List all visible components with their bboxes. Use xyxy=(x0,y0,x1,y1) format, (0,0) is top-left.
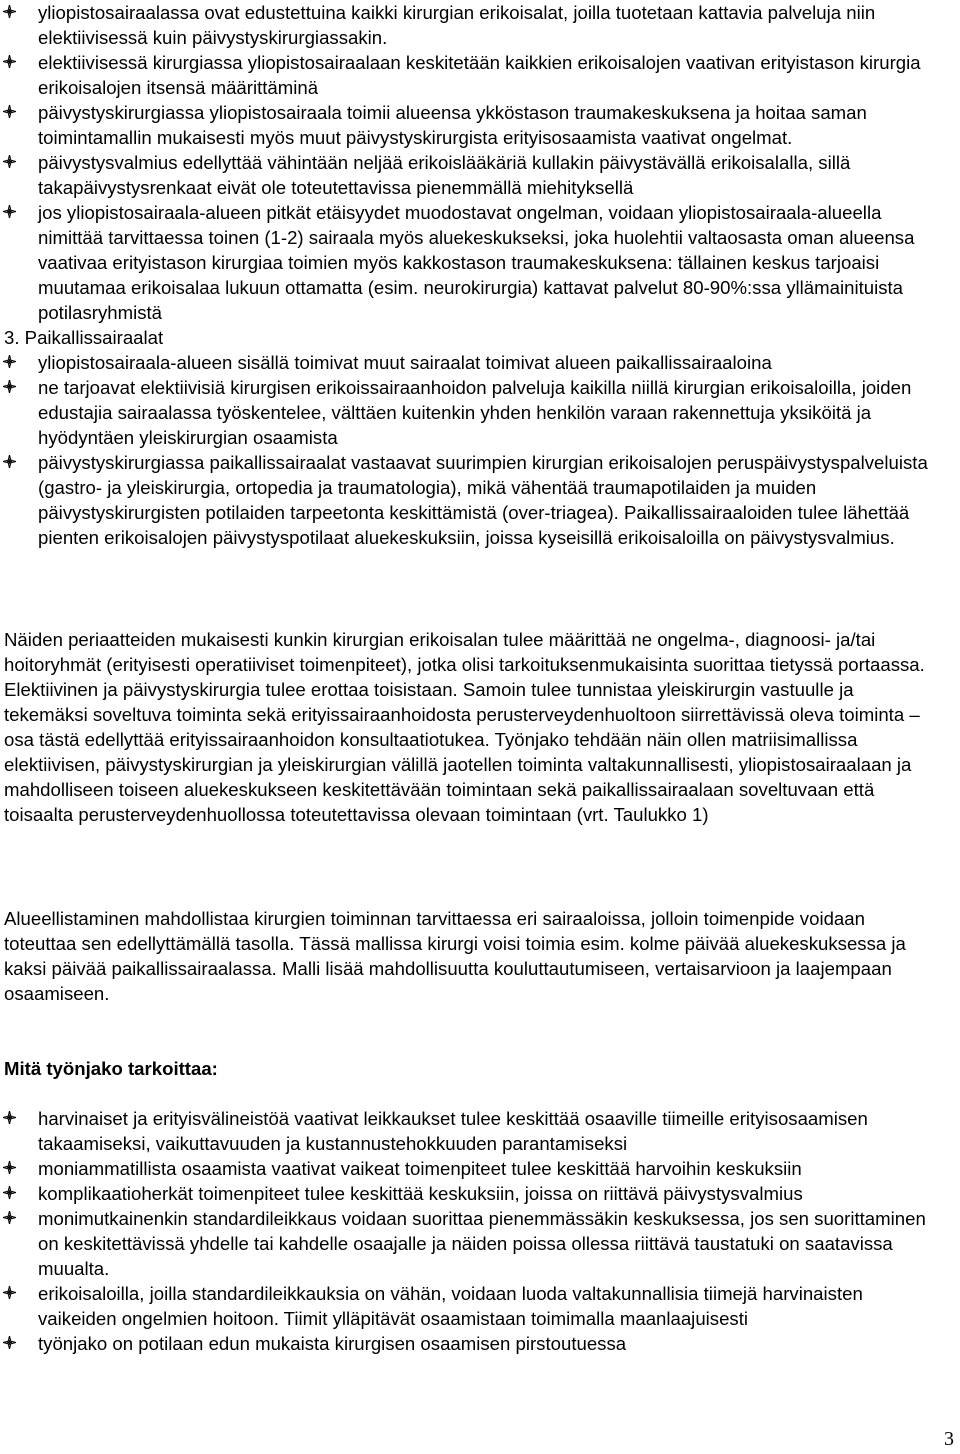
list-item-text: päivystyskirurgiassa paikallissairaalat vastaavat suurimpien kirurgian erikoisalojen peruspäivystyspalveluista (gastro- ja yleiskirurgia, ortopedia ja traumatologia), mikä vähentää traumapotilaiden ja muiden päivystyskirurgisten potilaiden tarpeetonta keskittämistä (over-triagea). Paikallissairaaloiden tulee lähettää pienten erikoisalojen päivystyspotilaat aluekeskuksiin, joissa kyseisillä erikoisaloilla on päivystysvalmius. xyxy=(38,452,928,548)
list-item-text: päivystysvalmius edellyttää vähintään neljää erikoislääkäriä kullakin päivystävällä erikoisalalla, sillä takapäivystysrenkaat eivät ole toteutettavissa pienemmällä miehityksellä xyxy=(38,152,851,198)
body-paragraph: Näiden periaatteiden mukaisesti kunkin kirurgian erikoisalan tulee määrittää ne ongelma-, diagnoosi- ja/tai hoitoryhmät (erityisesti operatiiviset toimenpiteet), jotka olisi tarkoituksenmukaisinta suorittaa tietyssä portaassa. Elektiivinen ja päivystyskirurgia tulee erottaa toisistaan. Samoin tulee tunnistaa yleiskirurgin vastuulle ja tekemäksi soveltuva toiminta sekä erityissairaanhoidosta perusterveydenhuoltoon siirrettävissä oleva toiminta – osa tästä edellyttää erityissairaanhoidon konsultaatiotukea. Työnjako tehdään näin ollen matriisimallissa elektiivisen, päivystyskirurgian ja yleiskirurgian välillä jaotellen toiminta valtakunnallisesti, yliopistosairaalaan ja mahdolliseen toiseen aluekeskukseen keskitettävään toimintaan sekä paikallissairaalaan soveltuvaan että toisaalta perusterveydenhuollossa toteutettavissa olevaan toimintaan (vrt. Taulukko 1) xyxy=(4,629,925,825)
list-item xyxy=(0,1181,950,1206)
list-item-text: jos yliopistosairaala-alueen pitkät etäisyydet muodostavat ongelman, voidaan yliopistosairaala-alueella nimittää tarvittaessa toinen (1-2) sairaala myös aluekeskukseksi, joka huolehtii valtaosasta oman alueensa vaativaa erityistason kirurgiaa toimien myös kakkostason traumakeskuksena: tällainen keskus tarjoaisi muutamaa erikoisalaa lukuun ottamatta (esim. neurokirurgia) kattavat palvelut 80-90%:ssa yllämainituista potilasryhmistä xyxy=(38,202,915,323)
diamond-bullet-icon xyxy=(3,1336,16,1349)
section-heading-paikallissairaalat: 3. Paikallissairaalat xyxy=(4,327,164,348)
diamond-bullet-icon xyxy=(3,1161,16,1174)
body-paragraph: Alueellistaminen mahdollistaa kirurgien toiminnan tarvittaessa eri sairaaloissa, jolloin toimenpide voidaan toteuttaa sen edellyttämällä tasolla. Tässä mallissa kirurgi voisi toimia esim. kolme päivää aluekeskuksessa ja kaksi päivää paikallissairaalassa. Malli lisää mahdollisuutta kouluttautumiseen, vertaisarvioon ja laajempaan osaamiseen. xyxy=(4,908,906,1004)
list-item xyxy=(0,1206,950,1281)
bullet-list-paikallissairaalat xyxy=(0,350,950,550)
diamond-bullet-icon xyxy=(3,5,16,18)
list-item xyxy=(0,0,950,50)
list-item-text: erikoisaloilla, joilla standardileikkauksia on vähän, voidaan luoda valtakunnallisia tiimejä harvinaisten vaikeiden ongelmien hoitoon. Tiimit ylläpitävät osaamistaan toimimalla maanlaajuisesti xyxy=(38,1283,863,1329)
list-item-text: elektiivisessä kirurgiassa yliopistosairaalaan keskitetään kaikkien erikoisalojen vaativan erityistason kirurgia erikoisalojen itsensä määrittäminä xyxy=(38,52,921,98)
list-item-text: yliopistosairaala-alueen sisällä toimivat muut sairaalat toimivat alueen paikallissairaaloina xyxy=(38,352,772,373)
diamond-bullet-icon xyxy=(3,1286,16,1299)
diamond-bullet-icon xyxy=(3,105,16,118)
list-item xyxy=(0,100,950,150)
section-bottom xyxy=(0,1106,950,1356)
section-heading-mita-tyonjako: Mitä työnjako tarkoittaa: xyxy=(4,1058,218,1079)
list-item-text: ne tarjoavat elektiivisiä kirurgisen erikoissairaanhoidon palveluja kaikilla niillä kirurgian erikoisaloilla, joiden edustajia sairaalassa työskentelee, välttäen kuitenkin yhden henkilön varaan rakennettuja yksiköitä ja hyödyntäen yleiskirurgian osaamista xyxy=(38,377,912,448)
list-item xyxy=(0,375,950,450)
page-number: 3 xyxy=(944,1428,954,1450)
bullet-list-tyonjako xyxy=(0,1106,950,1356)
paragraph-block-2 xyxy=(0,906,950,1006)
list-item xyxy=(0,450,950,550)
list-item xyxy=(0,350,950,375)
diamond-bullet-icon xyxy=(3,155,16,168)
list-item xyxy=(0,50,950,100)
list-item xyxy=(0,200,950,325)
list-item xyxy=(0,1331,950,1356)
list-item-text: moniammatillista osaamista vaativat vaikeat toimenpiteet tulee keskittää harvoihin keskuksiin xyxy=(38,1158,802,1179)
diamond-bullet-icon xyxy=(3,1111,16,1124)
paragraph-block-1 xyxy=(0,627,950,827)
list-item-text: päivystyskirurgiassa yliopistosairaala toimii alueensa ykköstason traumakeskuksena ja hoitaa saman toimintamallin mukaisesti myös muut päivystyskirurgista erityisosaamista vaativat ongelmat. xyxy=(38,102,867,148)
list-item-text: yliopistosairaalassa ovat edustettuina kaikki kirurgian erikoisalat, joilla tuotetaan kattavia palveluja niin elektiivisessä kuin päivystyskirurgiassakin. xyxy=(38,2,876,48)
diamond-bullet-icon xyxy=(3,1186,16,1199)
bullet-list-top xyxy=(0,0,950,325)
diamond-bullet-icon xyxy=(3,55,16,68)
list-item xyxy=(0,1281,950,1331)
list-item-text: komplikaatioherkät toimenpiteet tulee keskittää keskuksiin, joissa on riittävä päivystysvalmius xyxy=(38,1183,803,1204)
section-top xyxy=(0,0,950,550)
diamond-bullet-icon xyxy=(3,380,16,393)
diamond-bullet-icon xyxy=(3,1211,16,1224)
list-item-text: monimutkainenkin standardileikkaus voidaan suorittaa pienemmässäkin keskuksessa, jos sen suorittaminen on keskitettävissä yhdelle tai kahdelle osaajalle ja näiden poissa ollessa riittävä taustatuki on saatavissa muualta. xyxy=(38,1208,926,1279)
list-item-text: harvinaiset ja erityisvälineistöä vaativat leikkaukset tulee keskittää osaaville tiimeille erityisosaamisen takaamiseksi, vaikuttavuuden ja kustannustehokkuuden parantamiseksi xyxy=(38,1108,868,1154)
list-item xyxy=(0,1106,950,1156)
list-item xyxy=(0,1156,950,1181)
list-item xyxy=(0,150,950,200)
diamond-bullet-icon xyxy=(3,205,16,218)
list-item-text: työnjako on potilaan edun mukaista kirurgisen osaamisen pirstoutuessa xyxy=(38,1333,627,1354)
diamond-bullet-icon xyxy=(3,355,16,368)
diamond-bullet-icon xyxy=(3,455,16,468)
